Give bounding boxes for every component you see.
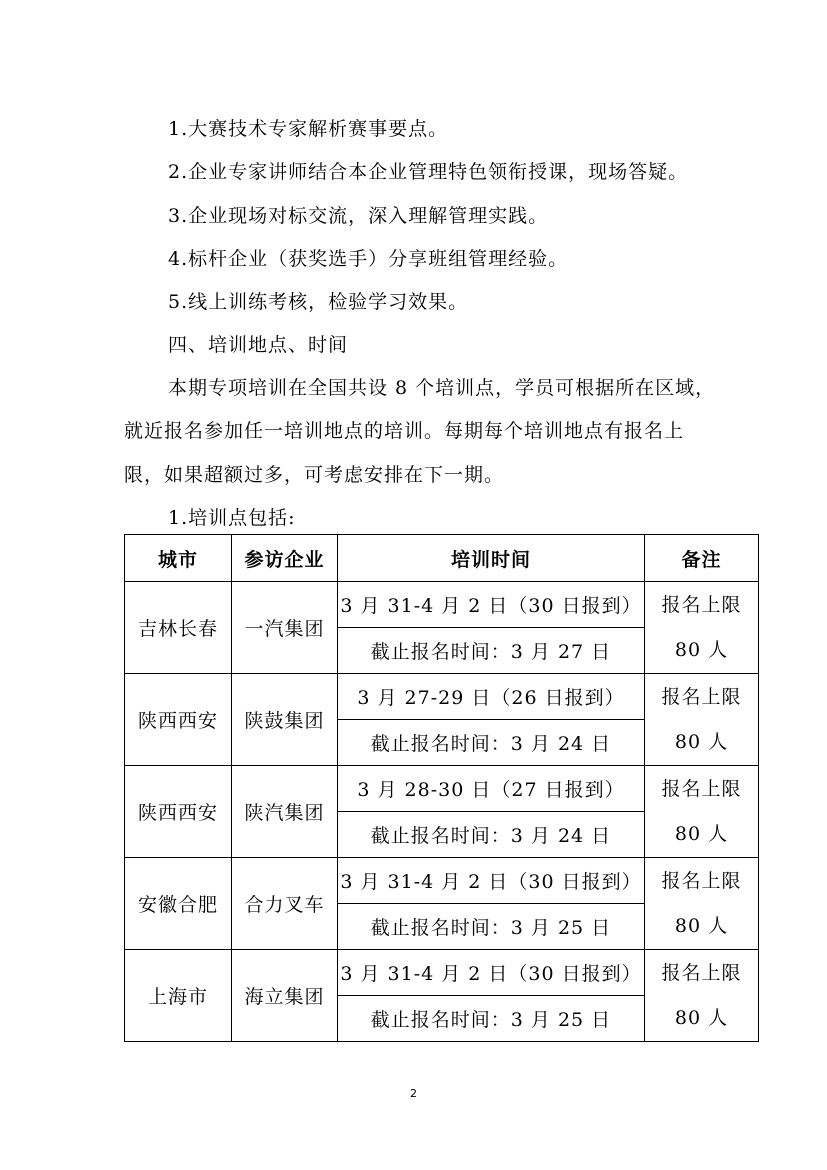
note-count: 80 人 (674, 914, 729, 937)
cell-note (645, 582, 759, 674)
cell-city: 吉林长春 (125, 582, 232, 674)
cell-company: 一汽集团 (232, 582, 338, 674)
section-heading: 四、培训地点、时间 (168, 334, 349, 356)
list-item: 5.线上训练考核，检验学习效果。 (168, 291, 469, 313)
header-company: 参访企业 (232, 535, 338, 582)
sub-heading: 1.培训点包括: (168, 507, 296, 529)
cell-city: 安徽合肥 (125, 858, 232, 950)
cell-note (645, 766, 759, 858)
note-count: 80 人 (674, 822, 729, 845)
paragraph-line: 本期专项培训在全国共设 8 个培训点，学员可根据所在区域， (168, 377, 716, 399)
cell-company: 陕汽集团 (232, 766, 338, 858)
header-note: 备注 (645, 535, 759, 582)
cell-time: 3 月 28-30 日（27 日报到） (338, 766, 645, 812)
note-count: 80 人 (674, 638, 729, 661)
list-item: 2.企业专家讲师结合本企业管理特色领衔授课，现场答疑。 (168, 161, 689, 183)
header-time: 培训时间 (338, 535, 645, 582)
cell-time: 3 月 27-29 日（26 日报到） (338, 674, 645, 720)
table-row (125, 582, 759, 628)
cell-note (645, 950, 759, 1042)
cell-time: 3 月 31-4 月 2 日（30 日报到） (338, 858, 645, 904)
cell-deadline: 截止报名时间：3 月 25 日 (338, 996, 645, 1042)
table-row (125, 950, 759, 996)
cell-company: 海立集团 (232, 950, 338, 1042)
paragraph-line: 限，如果超额过多，可考虑安排在下一期。 (124, 464, 505, 486)
note-limit: 报名上限 (661, 961, 742, 984)
note-count: 80 人 (674, 730, 729, 753)
table-header-row (125, 535, 759, 582)
cell-company: 合力叉车 (232, 858, 338, 950)
note-limit: 报名上限 (661, 869, 742, 892)
cell-note (645, 674, 759, 766)
list-item: 3.企业现场对标交流，深入理解管理实践。 (168, 205, 549, 227)
cell-time: 3 月 31-4 月 2 日（30 日报到） (338, 950, 645, 996)
note-limit: 报名上限 (661, 777, 742, 800)
cell-deadline: 截止报名时间：3 月 25 日 (338, 904, 645, 950)
cell-deadline: 截止报名时间：3 月 24 日 (338, 812, 645, 858)
cell-time: 3 月 31-4 月 2 日（30 日报到） (338, 582, 645, 628)
list-item: 4.标杆企业（获奖选手）分享班组管理经验。 (168, 248, 569, 270)
training-schedule-table (124, 534, 759, 1042)
table-row (125, 766, 759, 812)
cell-deadline: 截止报名时间：3 月 24 日 (338, 720, 645, 766)
cell-city: 陕西西安 (125, 766, 232, 858)
cell-city: 上海市 (125, 950, 232, 1042)
note-limit: 报名上限 (661, 685, 742, 708)
note-limit: 报名上限 (661, 593, 742, 616)
note-count: 80 人 (674, 1006, 729, 1029)
list-item: 1.大赛技术专家解析赛事要点。 (168, 118, 449, 140)
header-city: 城市 (125, 535, 232, 582)
cell-city: 陕西西安 (125, 674, 232, 766)
cell-note (645, 858, 759, 950)
table-row (125, 674, 759, 720)
table-row (125, 858, 759, 904)
cell-deadline: 截止报名时间：3 月 27 日 (338, 628, 645, 674)
page-number: 2 (410, 1087, 417, 1100)
cell-company: 陕鼓集团 (232, 674, 338, 766)
paragraph-line: 就近报名参加任一培训地点的培训。每期每个培训地点有报名上 (124, 420, 685, 442)
